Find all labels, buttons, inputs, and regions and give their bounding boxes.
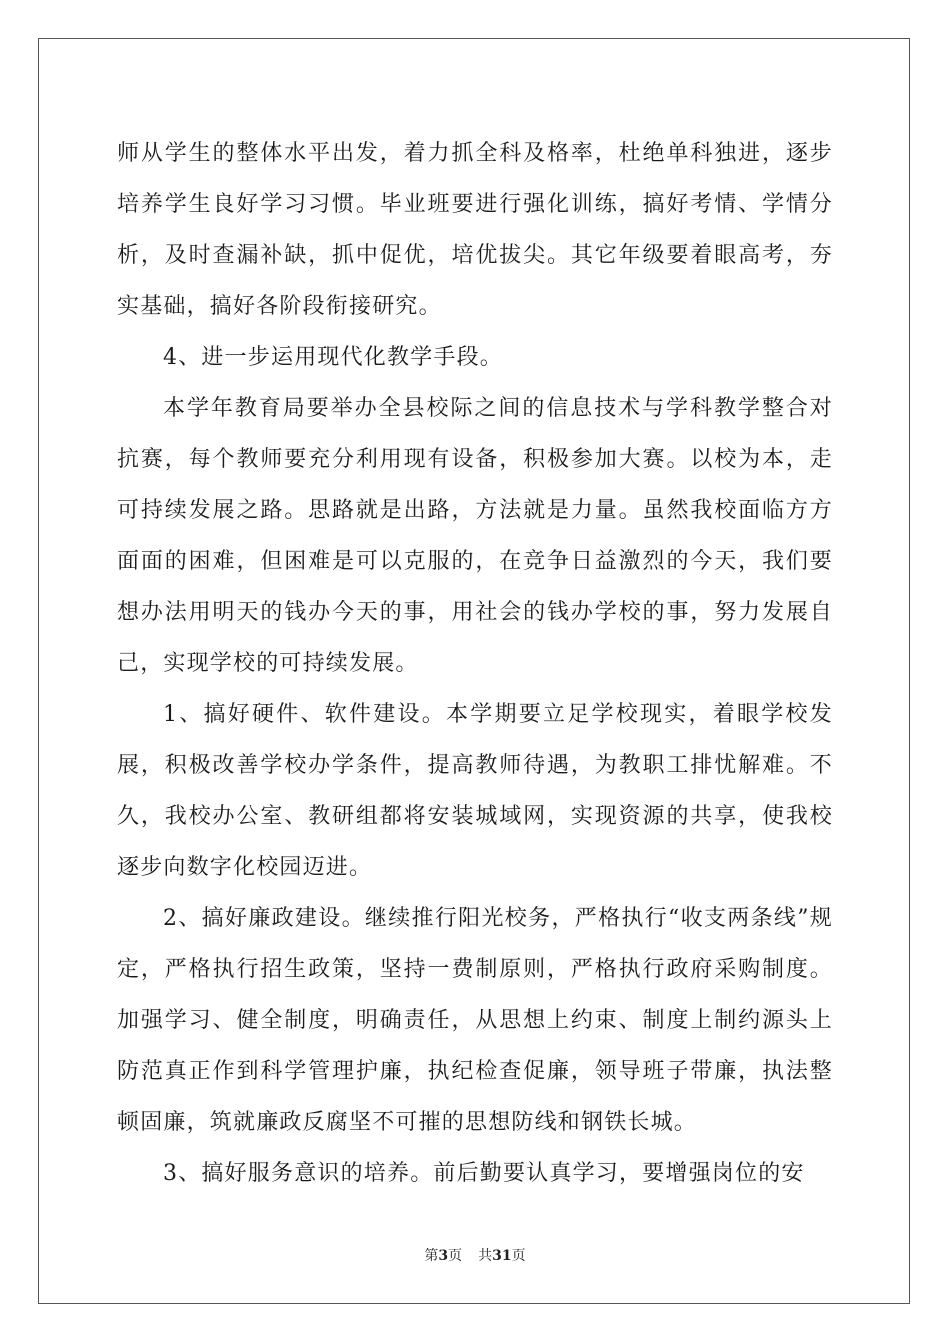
current-page-number: 3 [438, 1248, 449, 1264]
paragraph-6: 3、搞好服务意识的培养。前后勤要认真学习，要增强岗位的安 [163, 1161, 805, 1186]
page-footer [0, 1246, 950, 1266]
total-unit: 页 [511, 1248, 526, 1264]
total-page-number: 31 [492, 1248, 512, 1264]
paragraph-1: 师从学生的整体水平出发，着力抓全科及格率，杜绝单科独进，逐步培养学生良好学习习惯。毕业班要进行强化训练，搞好考情、学情分析，及时查漏补缺，抓中促优，培优拔尖。其它年级要着眼高考，夯实基础，搞好各阶段衔接研究。 [117, 141, 833, 319]
document-body [117, 128, 833, 1199]
page-unit: 页 [448, 1248, 463, 1264]
page-prefix: 第 [424, 1248, 439, 1264]
paragraph-3: 本学年教育局要举办全县校际之间的信息技术与学科教学整合对抗赛，每个教师要充分利用现有设备，积极参加大赛。以校为本，走可持续发展之路。思路就是出路，方法就是力量。虽然我校面临方方面面的困难，但困难是可以克服的，在竞争日益激烈的今天，我们要想办法用明天的钱办今天的事，用社会的钱办学校的事，努力发展自己，实现学校的可持续发展。 [117, 396, 833, 676]
paragraph-4: 1、搞好硬件、软件建设。本学期要立足学校现实，着眼学校发展，积极改善学校办学条件，提高教师待遇，为教职工排忧解难。不久，我校办公室、教研组都将安装城域网，实现资源的共享，使我校逐步向数字化校园迈进。 [117, 702, 833, 880]
paragraph-2: 4、进一步运用现代化教学手段。 [163, 345, 503, 370]
paragraph-5: 2、搞好廉政建设。继续推行阳光校务，严格执行“收支两条线”规定，严格执行招生政策，坚持一费制原则，严格执行政府采购制度。加强学习、健全制度，明确责任，从思想上约束、制度上制约源头上防范真正作到科学管理护廉，执纪检查促廉，领导班子带廉，执法整顿固廉，筑就廉政反腐坚不可摧的思想防线和钢铁长城。 [117, 906, 833, 1135]
total-prefix: 共 [478, 1248, 493, 1264]
